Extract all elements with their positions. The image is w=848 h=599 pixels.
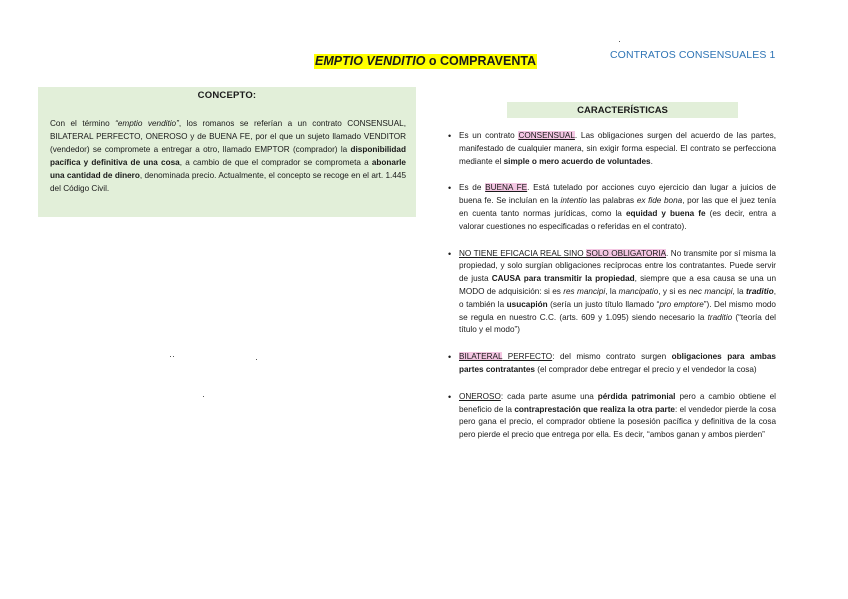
text-run: ONEROSO bbox=[459, 391, 501, 401]
text-run: , siempre que a esa causa se una un MODO de adquisición: si es bbox=[459, 274, 777, 296]
text-run: , la bbox=[605, 286, 619, 296]
text-run: : cada parte asume una bbox=[500, 391, 598, 401]
bullet-icon: • bbox=[448, 352, 452, 363]
bullet-icon: • bbox=[448, 183, 452, 194]
list-item bbox=[448, 130, 776, 168]
text-run: , y si es bbox=[658, 286, 689, 296]
concept-paragraph bbox=[50, 118, 406, 195]
text-run: (sería un justo título llamado “ bbox=[547, 299, 660, 309]
text-run: , o también la bbox=[459, 286, 776, 309]
text-run: abonarle una cantidad de dinero bbox=[50, 157, 406, 180]
highlight: BILATERAL bbox=[459, 352, 503, 362]
text-run: traditio bbox=[707, 312, 733, 322]
bullet-icon: • bbox=[448, 391, 452, 402]
list-item bbox=[448, 182, 776, 233]
stray-mark bbox=[256, 359, 257, 360]
highlight: CONSENSUAL bbox=[518, 131, 575, 140]
text-run: NO TIENE EFICACIA REAL SINO bbox=[459, 248, 587, 258]
text-run: contraprestación que realiza la otra parte bbox=[514, 404, 675, 414]
text-run: usucapión bbox=[506, 299, 548, 309]
text-run: PERFECTO bbox=[502, 352, 553, 362]
text-run: obligaciones para ambas partes contratantes bbox=[459, 352, 776, 374]
stray-mark bbox=[203, 396, 204, 397]
list-item bbox=[448, 248, 776, 338]
text-run: Es un contrato bbox=[459, 131, 519, 140]
section-label: CONTRATOS CONSENSUALES 1 bbox=[610, 49, 776, 61]
text-run: pérdida patrimonial bbox=[597, 391, 676, 401]
text-run: las palabras bbox=[586, 196, 637, 206]
text-run: mancipatio bbox=[618, 286, 659, 296]
stray-mark bbox=[619, 41, 620, 42]
text-run: (el comprador debe entregar el precio y el vendedor la cosa) bbox=[535, 364, 757, 374]
list-item bbox=[448, 351, 776, 377]
text-run: disponibilidad pacífica y definitiva de una cosa bbox=[50, 144, 406, 167]
stray-mark bbox=[170, 356, 171, 357]
text-run: (es decir, entra a valorar cuestiones no especificadas o referidas en el contrato). bbox=[459, 208, 776, 231]
text-run: pero a cambio obtiene el beneficio de la bbox=[459, 391, 776, 414]
text-run: nec mancipi bbox=[688, 286, 733, 296]
stray-mark bbox=[173, 356, 174, 357]
text-run: equidad y buena fe bbox=[625, 208, 706, 218]
highlight: SOLO OBLIGATORIA bbox=[586, 248, 667, 258]
text-run: . bbox=[650, 156, 653, 166]
text-run: , a cambio de que el comprador se comprometa a bbox=[179, 157, 372, 167]
text-run: . Las obligaciones surgen del acuerdo de las partes, manifestado de cualquier manera, sin exigir forma especial. El contrato se perfecciona mediante el bbox=[459, 131, 776, 166]
characteristics-list bbox=[448, 130, 776, 442]
text-run: , denominada precio. Actualmente, el concepto se recoge en el art. 1.445 del Código Civil. bbox=[50, 170, 406, 193]
text-run: , los romanos se referían a un contrato CONSENSUAL, BILATERAL PERFECTO, ONEROSO y de BUENA FE, por el que un sujeto llamado VENDITOR (vendedor) se compromete a entregar a otro, llamado EMPTOR (comprador) la bbox=[50, 119, 406, 154]
text-run: “emptio venditio” bbox=[115, 119, 179, 128]
title-spanish: o COMPRAVENTA bbox=[425, 54, 537, 68]
title-latin: EMPTIO VENDITIO bbox=[315, 54, 426, 68]
text-run: CAUSA para transmitir la propiedad bbox=[491, 274, 635, 284]
highlight: BUENA FE bbox=[485, 183, 528, 193]
list-item bbox=[448, 391, 776, 442]
bullet-icon: • bbox=[448, 131, 452, 141]
characteristics-heading: CARACTERÍSTICAS bbox=[507, 102, 738, 118]
text-run: traditio bbox=[745, 286, 774, 296]
page-title bbox=[314, 54, 537, 69]
text-run: ex fide bona bbox=[636, 196, 683, 206]
text-run: pro emptore bbox=[659, 299, 704, 309]
text-run: , por las que el juez tenía en cuenta tanto normas jurídicas, como la bbox=[459, 196, 776, 218]
text-run: . Está tutelado por acciones cuyo ejercicio dan lugar a juicios de buena fe. Se incluían en la bbox=[459, 183, 776, 206]
text-run: : el vendedor pierde la cosa pero gana el precio, el comprador obtiene la posesión pacífica y definitiva de la cosa pero pierde el precio que entrega por ella. Es decir, “ambos ganan y ambos pierden” bbox=[459, 404, 777, 440]
bullet-icon: • bbox=[448, 248, 452, 259]
text-run: intentio bbox=[560, 196, 587, 206]
text-run: (“teoría del título y el modo”) bbox=[459, 312, 776, 335]
text-run: simple o mero acuerdo de voluntades bbox=[503, 156, 651, 166]
text-run: . No transmite por sí misma la propiedad, y solo surgían obligaciones recíprocas entre los contratantes. Puede servir de justa bbox=[459, 248, 776, 284]
text-run: res mancipi bbox=[563, 286, 606, 296]
text-run: ”). Del mismo modo se regula en nuestro C.C. (arts. 609 y 1.095) siendo necesario la bbox=[459, 299, 776, 322]
concept-heading: CONCEPTO: bbox=[197, 90, 257, 101]
text-run: Es de bbox=[459, 183, 486, 193]
text-run: : del mismo contrato surgen bbox=[552, 352, 672, 362]
concept-box bbox=[38, 87, 416, 217]
text-run: , la bbox=[732, 286, 746, 296]
text-run: Con el término bbox=[50, 119, 116, 128]
